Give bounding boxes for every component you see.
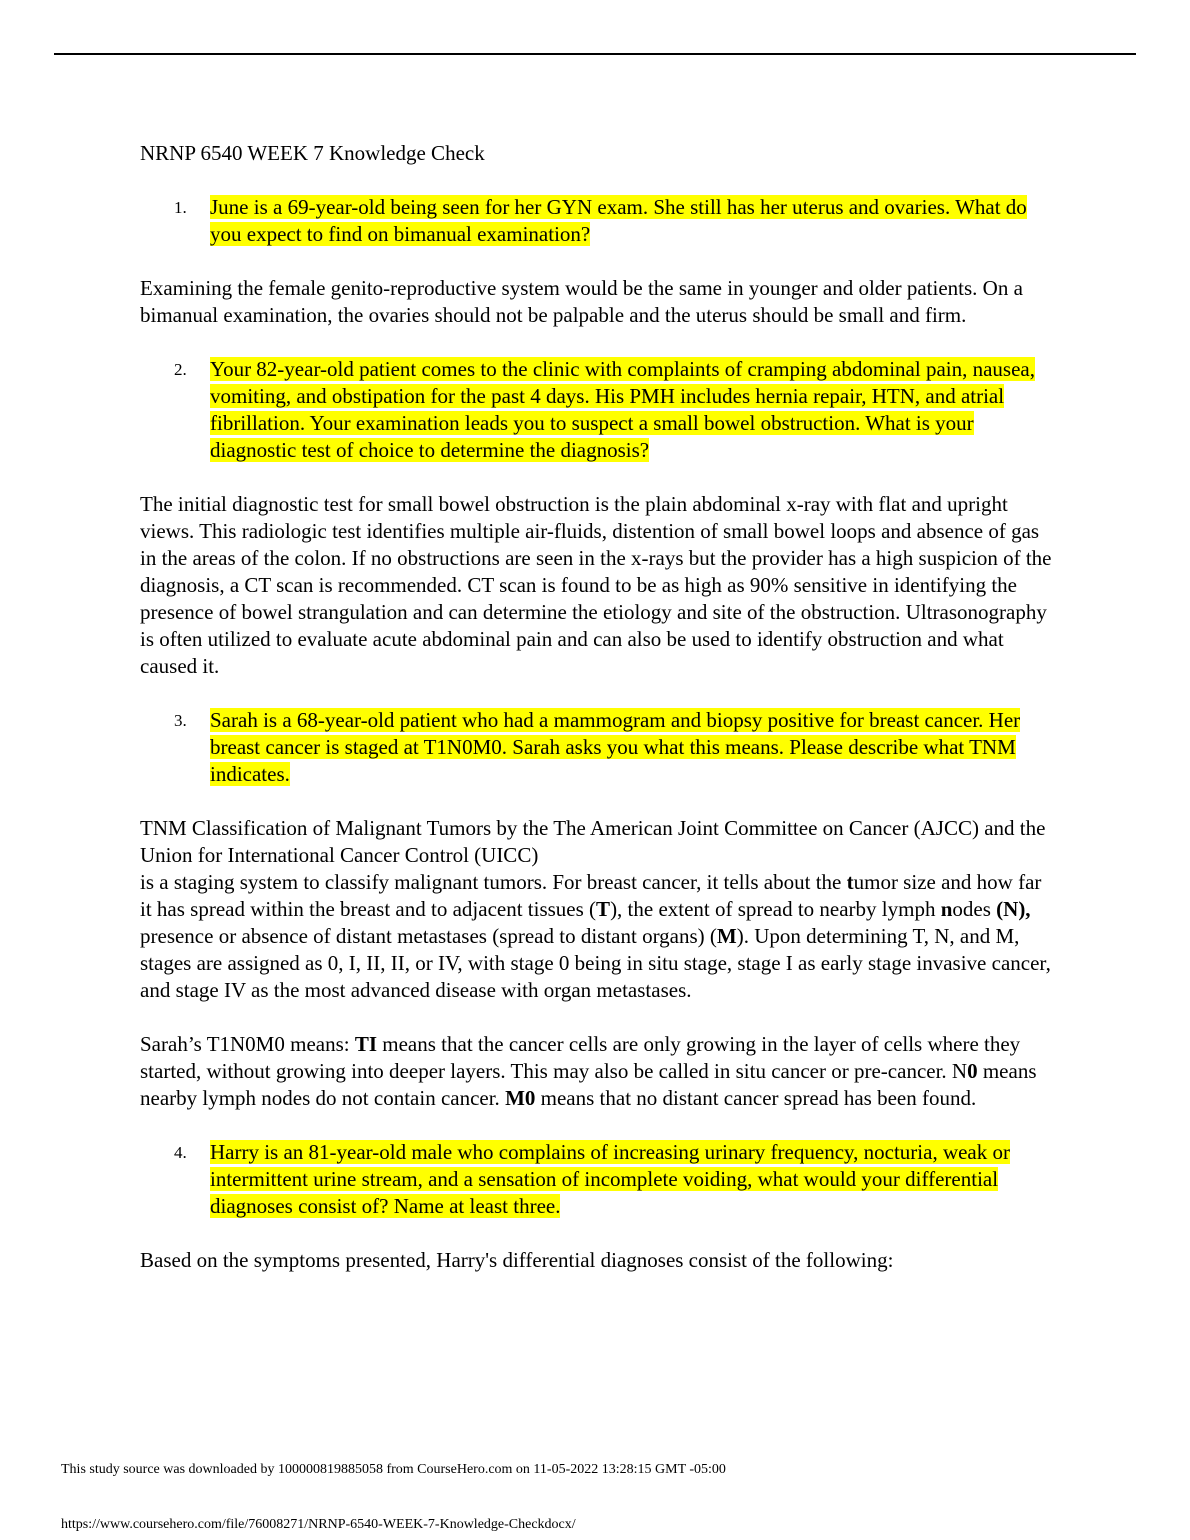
text-run: Sarah’s T1N0M0 means: [140, 1032, 355, 1056]
bold-term: 0 [967, 1059, 978, 1083]
text-run: ). Upon determining T, N, and M, stages are assigned as 0, I, II, II, or IV, with stage 0 being in situ stage, stage I as early stage invasive cancer, and stage IV as the most advanced disease with organ metastases. [140, 924, 1051, 1002]
download-source-note: This study source was downloaded by 100000819885058 from CourseHero.com on 11-05-2022 13:28:15 GMT -05:00 [61, 1462, 726, 1477]
text-run: umor size and how far it has spread within the breast and to adjacent tissues ( [140, 870, 1042, 921]
text-run: is a staging system to classify malignant tumors. For breast cancer, it tells about the [140, 870, 847, 894]
answer-4-intro: Based on the symptoms presented, Harry's differential diagnoses consist of the following: [140, 1248, 894, 1272]
question-number: 1. [174, 198, 187, 217]
question-2 [140, 356, 1056, 464]
question-1 [140, 194, 1056, 248]
text-run: means nearby lymph nodes do not contain cancer. [140, 1059, 1037, 1110]
bold-letter: M [716, 924, 737, 948]
answer-3-organizations: The American Joint Committee on Cancer (AJCC) and the Union for International Cancer Control (UICC) [140, 816, 1046, 867]
answer-3-tnm-explanation [140, 869, 1056, 1004]
text-run: presence or absence of distant metastases (spread to distant organs) ( [140, 924, 717, 948]
bold-letter: t [846, 870, 854, 894]
answer-3-staging-meaning [140, 1031, 1056, 1112]
question-text: June is a 69-year-old being seen for her GYN exam. She still has her uterus and ovaries. What do you expect to find on bimanual examination? [210, 195, 1027, 246]
question-3 [140, 707, 1056, 788]
answer-1: Examining the female genito-reproductive system would be the same in younger and older patients. On a bimanual examination, the ovaries should not be palpable and the uterus should be small and firm. [140, 276, 1023, 327]
answer-2: The initial diagnostic test for small bowel obstruction is the plain abdominal x-ray with flat and upright views. This radiologic test identifies multiple air-fluids, distention of small bowel loops and absence of gas in the areas of the colon. If no obstructions are seen in the x-rays but the provider has a high suspicion of the diagnosis, a CT scan is recommended. CT scan is found to be as high as 90% sensitive in identifying the presence of bowel strangulation and can determine the etiology and site of the obstruction. Ultrasonography is often utilized to evaluate acute abdominal pain and can also be used to identify obstruction and what caused it. [140, 492, 1052, 678]
question-4 [140, 1139, 1056, 1220]
document-title: NRNP 6540 WEEK 7 Knowledge Check [140, 141, 485, 165]
question-number: 2. [174, 360, 187, 379]
question-number: 4. [174, 1143, 187, 1162]
answer-3-intro-text: TNM Classification of Malignant Tumors by the [140, 816, 554, 840]
bold-letter: T [596, 897, 611, 921]
question-number: 3. [174, 711, 187, 730]
text-run: ), the extent of spread to nearby lymph [610, 897, 941, 921]
text-run: means that the cancer cells are only growing in the layer of cells where they started, without growing into deeper layers. This may also be called in situ cancer or pre-cancer. N [140, 1032, 1021, 1083]
top-rule [54, 53, 1136, 55]
bold-term: TI [354, 1032, 378, 1056]
source-url: https://www.coursehero.com/file/76008271/NRNP-6540-WEEK-7-Knowledge-Checkdocx/ [61, 1517, 576, 1532]
text-run: odes [952, 897, 997, 921]
bold-letter: (N), [996, 897, 1031, 921]
answer-3-intro [140, 815, 1056, 869]
text-run: means that no distant cancer spread has been found. [535, 1086, 977, 1110]
question-text: Sarah is a 68-year-old patient who had a mammogram and biopsy positive for breast cancer. Her breast cancer is staged at T1N0M0. Sarah asks you what this means. Please describe what TNM indicates. [210, 708, 1021, 786]
question-text: Your 82-year-old patient comes to the clinic with complaints of cramping abdominal pain, nausea, vomiting, and obstipation for the past 4 days. His PMH includes hernia repair, HTN, and atrial fibrillation. Your examination leads you to suspect a small bowel obstruction. What is your diagnostic test of choice to determine the diagnosis? [210, 357, 1035, 462]
document-body [140, 140, 1056, 1301]
bold-term: M0 [505, 1086, 536, 1110]
bold-letter: n [940, 897, 953, 921]
question-text: Harry is an 81-year-old male who complains of increasing urinary frequency, nocturia, weak or intermittent urine stream, and a sensation of incomplete voiding, what would your differential diagnoses consist of? Name at least three. [210, 1140, 1010, 1218]
